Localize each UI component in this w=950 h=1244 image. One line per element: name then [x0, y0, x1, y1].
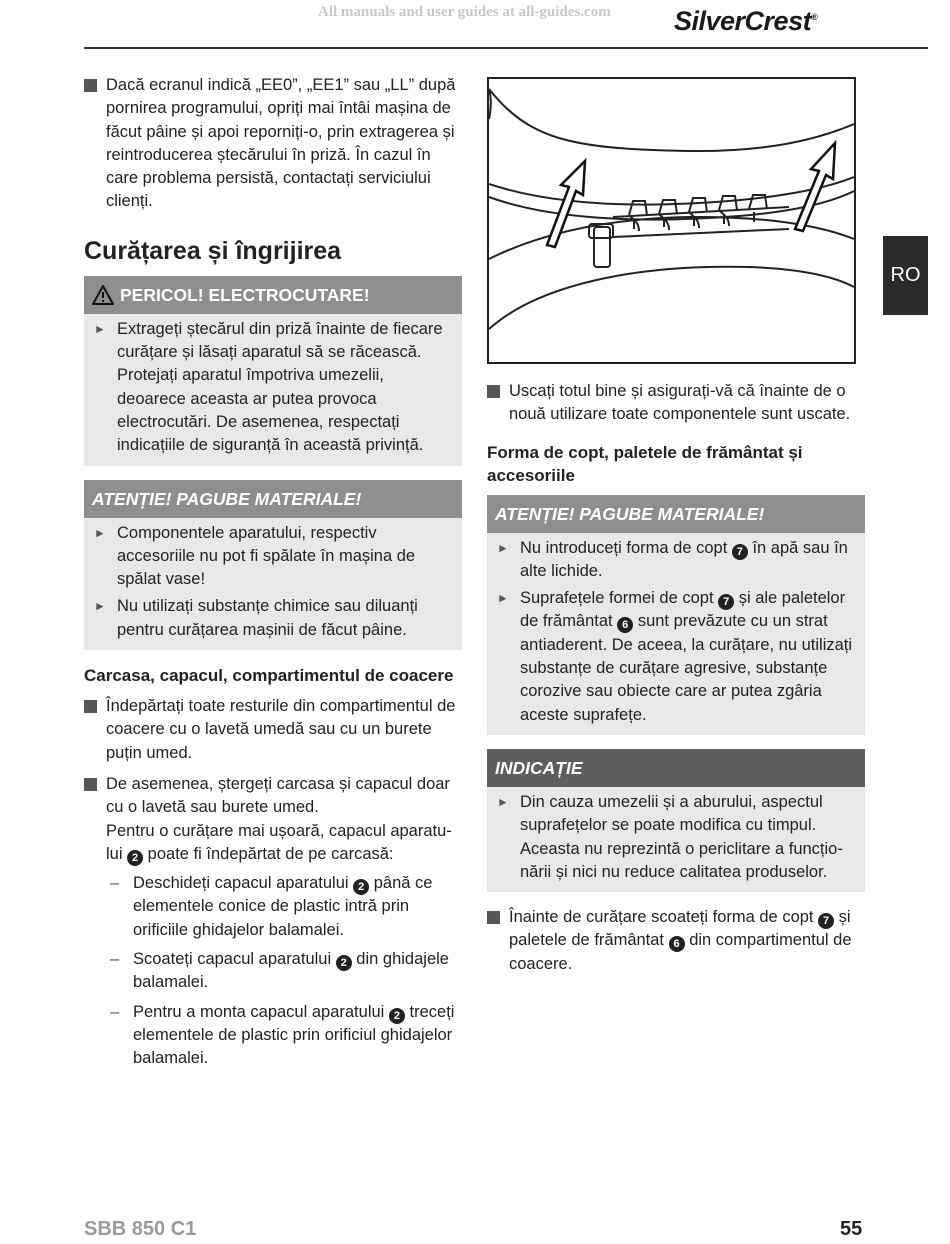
caution-box	[487, 495, 865, 735]
intro-bullet-text: Dacă ecranul indică „EE0”, „EE1” sau „LL” după pornirea programului, opriți mai întâi mașina de făcut pâine și apoi reporniți-o, prin extragerea și reintroducerea ștecărului în priză. În cazul în care problema persistă, contactați serviciului clienți.	[106, 76, 456, 211]
text-segment: Scoateți capacul aparatului	[133, 950, 336, 969]
arrow-bullet-icon: ►	[94, 599, 106, 614]
arrow-bullet-icon: ►	[94, 525, 106, 540]
list-item	[487, 380, 865, 427]
danger-box-heading-text: PERICOL! ELECTROCUTARE!	[120, 284, 370, 305]
lid-hinge-illustration	[487, 77, 856, 364]
dash-step	[84, 948, 462, 995]
note-box	[487, 749, 865, 892]
danger-box-heading	[84, 276, 462, 314]
text-segment: sunt prevăzute cu un strat antiaderent. De aceea, la curățare, nu utilizați substanțe de curățare agresive, substanțe corozive sau obiecte care ar putea zgâria aceste suprafețe.	[520, 612, 853, 724]
reference-number-badge: 6	[669, 936, 685, 952]
square-bullet-icon	[487, 911, 500, 924]
text-segment: Suprafețele formei de copt	[520, 589, 719, 608]
note-box-item-text: Din cauza umezelii și a aburului, aspectul suprafețelor se poate modifica cu timpul. Aceasta nu reprezintă o periclitare a funcțio-nării și nici nu reduce calitatea produselor.	[520, 792, 843, 881]
reference-number-badge: 7	[818, 913, 834, 929]
list-item	[84, 773, 462, 866]
header-rule	[84, 47, 928, 49]
text-segment: și ale paletelor de frământat	[520, 589, 846, 631]
left-column	[84, 74, 462, 1077]
text-segment: până ce elementele conice de plastic intră prin orificiile ghidajelor balamalei.	[133, 874, 433, 939]
caution-box-item-text: Nu utilizați substanțe chimice sau diluanți pentru curățarea mașinii de făcut pâine.	[117, 597, 418, 639]
footer-page-number: 55	[840, 1218, 863, 1240]
text-segment: poate fi îndepărtat de pe carcasă:	[143, 844, 394, 863]
reference-number-badge: 2	[336, 955, 352, 971]
text-segment: Nu introduceți forma de copt	[520, 538, 732, 557]
brand-registered-mark: ®	[811, 12, 818, 22]
caution-box-item-text: Componentele aparatului, respectiv accesoriile nu pot fi spălate în mașina de spălat vase!	[117, 523, 416, 589]
caution-box-heading: ATENȚIE! PAGUBE MATERIALE!	[84, 480, 462, 518]
watermark-text: All manuals and user guides at all-guides.com	[318, 4, 611, 20]
arrow-bullet-icon: ►	[94, 321, 106, 336]
subheading-baking-pan: Forma de copt, paletele de frământat și accesoriile	[487, 442, 803, 485]
dash-bullet-icon: –	[110, 1002, 120, 1021]
right-column	[487, 380, 865, 976]
language-tab: RO	[883, 236, 928, 315]
warning-triangle-icon	[92, 285, 114, 305]
danger-box	[84, 276, 462, 466]
dash-step	[84, 1001, 462, 1071]
caution-box-item	[487, 587, 865, 727]
reference-number-badge: 2	[127, 850, 143, 866]
lid-hinge-drawing	[489, 79, 854, 362]
danger-box-item-text: Extrageți ștecărul din priză înainte de fiecare curățare și lăsați aparatul să se răcească. Protejați aparatul împotriva umezelii, deoarece aceasta ar putea provoca electrocutări. De asemenea, respectați indicațiile de siguranță în această privință.	[117, 319, 443, 455]
reference-number-badge: 6	[617, 617, 633, 633]
arrow-bullet-icon: ►	[497, 591, 509, 606]
list-item	[487, 906, 865, 976]
danger-box-item	[84, 318, 462, 458]
brand-name: SilverCrest	[674, 6, 812, 36]
list-item-text: De asemenea, ștergeți carcasa și capacul doar cu o lavetă sau burete umed.	[106, 774, 450, 817]
caution-box-item	[487, 537, 865, 584]
arrow-up-icon	[547, 143, 835, 247]
text-segment: Pentru a monta capacul aparatului	[133, 1002, 389, 1021]
list-item-text: Uscați totul bine și asigurați-vă că înainte de o nouă utilizare toate componentele sunt uscate.	[509, 382, 851, 424]
text-segment: și paletele de frământat	[509, 908, 851, 950]
intro-bullet	[84, 74, 462, 214]
square-bullet-icon	[84, 778, 97, 791]
reference-number-badge: 2	[353, 879, 369, 895]
text-segment: Pentru o curățare mai ușoară, capacul aparatu-lui	[106, 821, 452, 863]
dash-step	[84, 872, 462, 942]
text-segment: Deschideți capacul aparatului	[133, 874, 354, 893]
text-segment: în apă sau în alte lichide.	[520, 538, 848, 580]
list-item-text: Îndepărtați toate resturile din compartimentul de coacere cu o lavetă umedă sau cu un burete puțin umed.	[106, 697, 456, 762]
caution-box-item	[84, 595, 462, 642]
dash-bullet-icon: –	[110, 874, 120, 893]
text-segment: din compartimentul de coacere.	[509, 931, 852, 973]
dash-bullet-icon: –	[110, 950, 120, 969]
caution-box-heading: ATENȚIE! PAGUBE MATERIALE!	[487, 495, 865, 533]
caution-box	[84, 480, 462, 650]
caution-box-item	[84, 522, 462, 592]
reference-number-badge: 2	[389, 1008, 405, 1024]
section-title: Curățarea și îngrijirea	[84, 236, 342, 265]
text-segment: din ghidajele balamalei.	[133, 950, 449, 992]
reference-number-badge: 7	[732, 544, 748, 560]
text-segment: treceți elementele de plastic prin orificiul ghidajelor balamalei.	[133, 1002, 455, 1068]
note-box-item	[487, 791, 865, 884]
square-bullet-icon	[487, 385, 500, 398]
list-item-subtext	[106, 820, 462, 867]
subheading-housing: Carcasa, capacul, compartimentul de coacere	[84, 666, 454, 686]
reference-number-badge: 7	[718, 594, 734, 610]
footer-model-number: SBB 850 C1	[84, 1218, 197, 1240]
text-segment: Înainte de curățare scoateți forma de copt	[509, 908, 819, 927]
list-item	[84, 695, 462, 765]
brand-logo	[674, 6, 817, 37]
square-bullet-icon	[84, 79, 97, 92]
arrow-bullet-icon: ►	[497, 794, 509, 809]
note-box-heading: INDICAȚIE	[487, 749, 865, 787]
arrow-bullet-icon: ►	[497, 540, 509, 555]
square-bullet-icon	[84, 700, 97, 713]
